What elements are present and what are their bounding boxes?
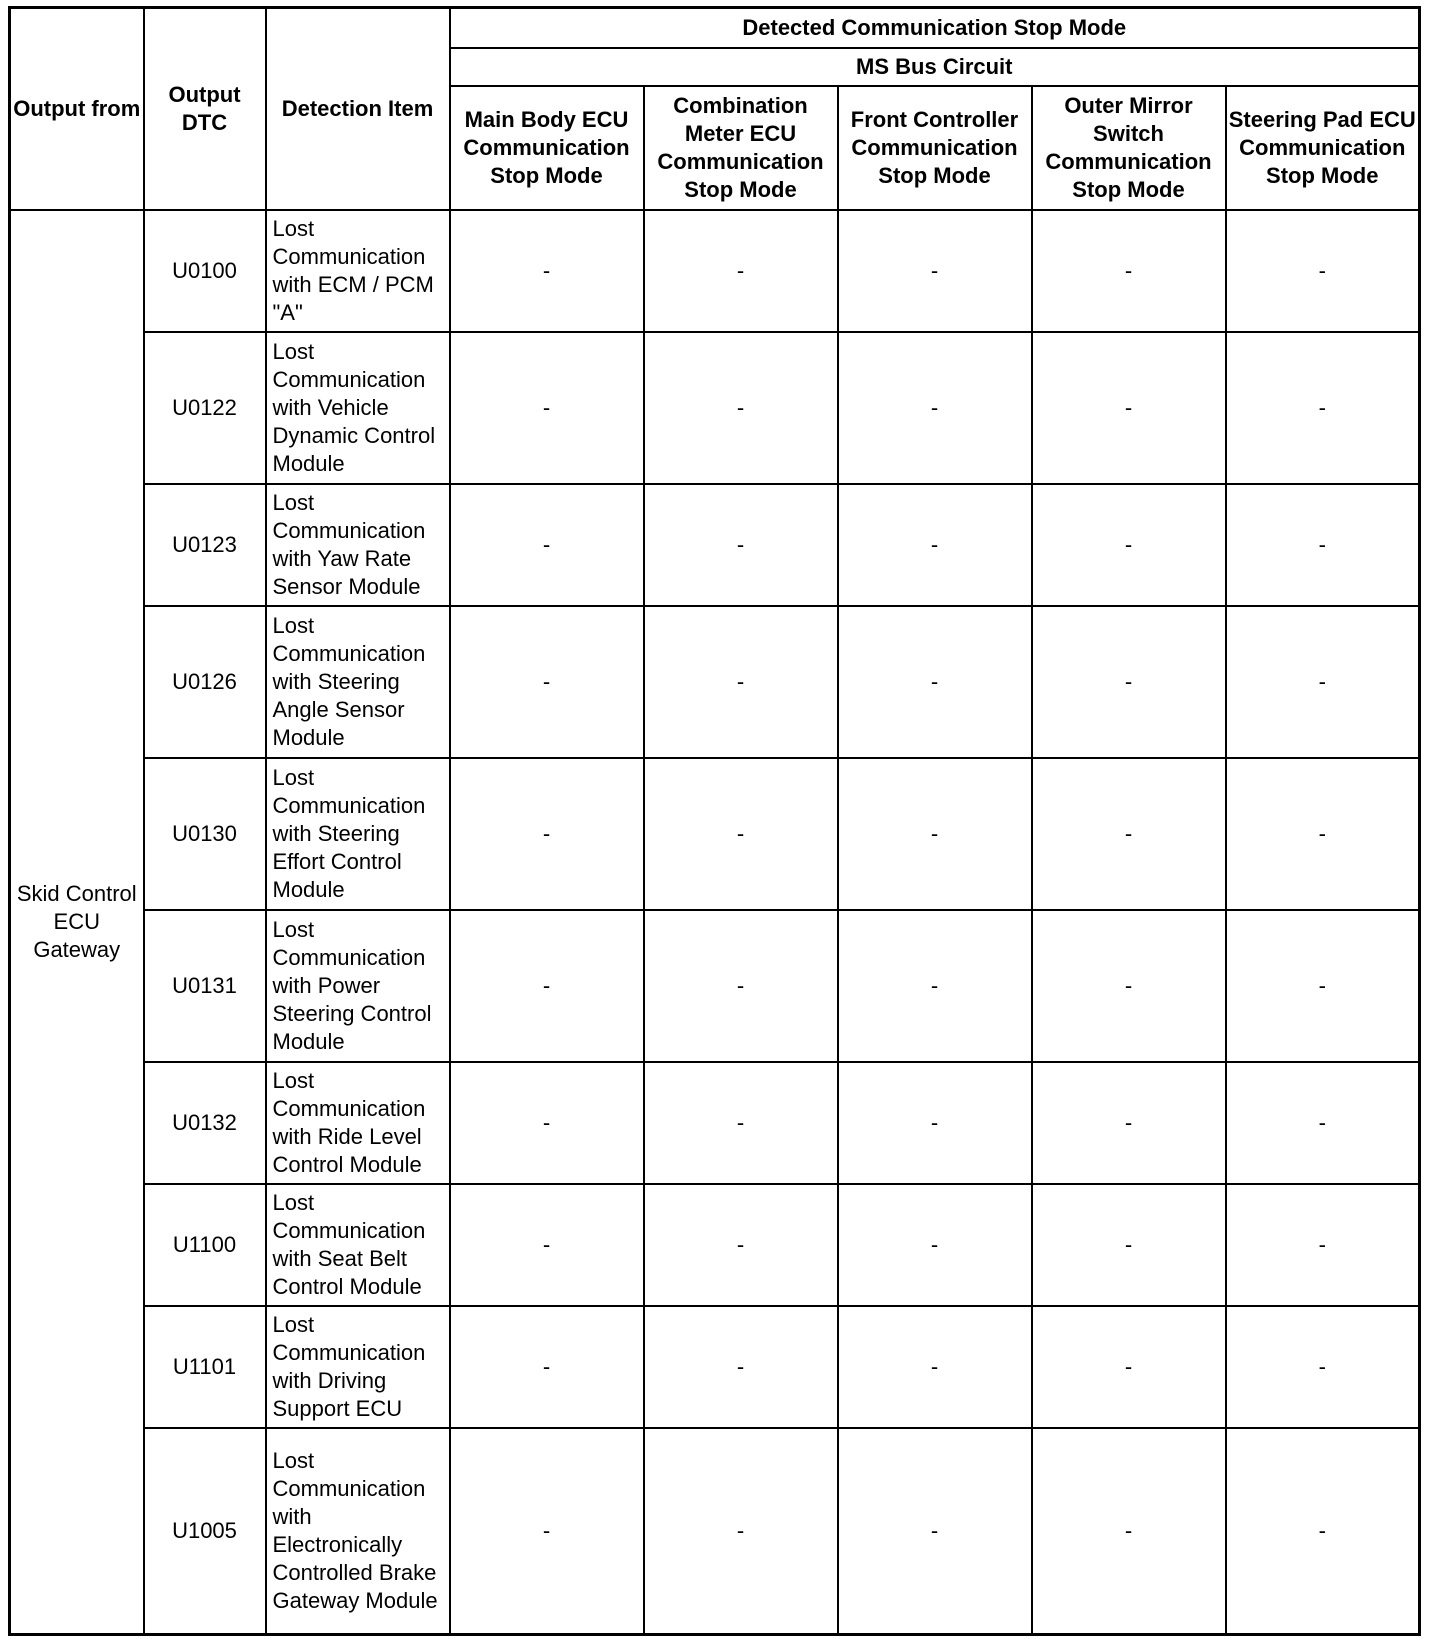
mode-value: - [1032, 1428, 1226, 1635]
table-row [10, 210, 1420, 332]
dtc-table [8, 6, 1421, 1636]
header-mode-front-controller: Front Controller Communication Stop Mode [838, 86, 1032, 210]
mode-value: - [838, 332, 1032, 484]
dtc-code: U0100 [144, 210, 266, 332]
mode-value: - [1032, 1306, 1226, 1428]
mode-value: - [644, 1184, 838, 1306]
mode-value: - [1226, 758, 1420, 910]
mode-value: - [838, 910, 1032, 1062]
header-output-dtc: Output DTC [144, 8, 266, 211]
detection-item: Lost Communication with Vehicle Dynamic Control Module [266, 332, 450, 484]
detection-item: Lost Communication with Power Steering Control Module [266, 910, 450, 1062]
mode-value: - [450, 210, 644, 332]
mode-value: - [644, 210, 838, 332]
mode-value: - [1226, 910, 1420, 1062]
mode-value: - [644, 758, 838, 910]
mode-value: - [1032, 484, 1226, 606]
mode-value: - [838, 1306, 1032, 1428]
mode-value: - [1032, 332, 1226, 484]
detection-item: Lost Communication with Driving Support ECU [266, 1306, 450, 1428]
table-row [10, 910, 1420, 1062]
mode-value: - [644, 606, 838, 758]
mode-value: - [838, 758, 1032, 910]
mode-value: - [1032, 910, 1226, 1062]
mode-value: - [450, 1062, 644, 1184]
mode-value: - [644, 1306, 838, 1428]
dtc-code: U0132 [144, 1062, 266, 1184]
dtc-code: U0123 [144, 484, 266, 606]
detection-item: Lost Communication with Ride Level Control Module [266, 1062, 450, 1184]
mode-value: - [450, 758, 644, 910]
mode-value: - [1226, 1184, 1420, 1306]
header-mode-steering-pad: Steering Pad ECU Communication Stop Mode [1226, 86, 1420, 210]
header-mode-combination-meter: Combination Meter ECU Communication Stop Mode [644, 86, 838, 210]
mode-value: - [1032, 210, 1226, 332]
mode-value: - [1032, 606, 1226, 758]
detection-item: Lost Communication with Electronically Controlled Brake Gateway Module [266, 1428, 450, 1635]
table-row [10, 332, 1420, 484]
mode-value: - [1032, 1184, 1226, 1306]
mode-value: - [1226, 1062, 1420, 1184]
mode-value: - [450, 606, 644, 758]
mode-value: - [644, 484, 838, 606]
mode-value: - [1226, 606, 1420, 758]
mode-value: - [450, 1428, 644, 1635]
dtc-code: U1005 [144, 1428, 266, 1635]
header-mode-outer-mirror: Outer Mirror Switch Communication Stop Mode [1032, 86, 1226, 210]
mode-value: - [1226, 484, 1420, 606]
mode-value: - [644, 1062, 838, 1184]
dtc-code: U0122 [144, 332, 266, 484]
detection-item: Lost Communication with Steering Angle Sensor Module [266, 606, 450, 758]
mode-value: - [450, 1306, 644, 1428]
mode-value: - [1032, 758, 1226, 910]
mode-value: - [1226, 332, 1420, 484]
mode-value: - [644, 910, 838, 1062]
detection-item: Lost Communication with ECM / PCM "A" [266, 210, 450, 332]
dtc-code: U0131 [144, 910, 266, 1062]
mode-value: - [644, 1428, 838, 1635]
table-row [10, 484, 1420, 606]
table-row [10, 1184, 1420, 1306]
header-detection-item: Detection Item [266, 8, 450, 211]
table-row [10, 758, 1420, 910]
mode-value: - [450, 332, 644, 484]
header-detected-mode: Detected Communication Stop Mode [450, 8, 1420, 49]
mode-value: - [450, 484, 644, 606]
mode-value: - [1032, 1062, 1226, 1184]
mode-value: - [1226, 210, 1420, 332]
dtc-code: U1100 [144, 1184, 266, 1306]
mode-value: - [1226, 1306, 1420, 1428]
dtc-code: U0126 [144, 606, 266, 758]
dtc-code: U0130 [144, 758, 266, 910]
header-bus-circuit: MS Bus Circuit [450, 48, 1420, 86]
mode-value: - [838, 484, 1032, 606]
detection-item: Lost Communication with Yaw Rate Sensor Module [266, 484, 450, 606]
table-row [10, 1428, 1420, 1635]
header-mode-main-body: Main Body ECU Communication Stop Mode [450, 86, 644, 210]
mode-value: - [450, 910, 644, 1062]
header-output-from: Output from [10, 8, 144, 211]
dtc-code: U1101 [144, 1306, 266, 1428]
mode-value: - [644, 332, 838, 484]
mode-value: - [838, 606, 1032, 758]
output-from-cell: Skid Control ECU Gateway [10, 210, 144, 1635]
mode-value: - [838, 1428, 1032, 1635]
mode-value: - [838, 1184, 1032, 1306]
table-row [10, 606, 1420, 758]
table-row [10, 1306, 1420, 1428]
detection-item: Lost Communication with Seat Belt Control Module [266, 1184, 450, 1306]
table-row [10, 1062, 1420, 1184]
detection-item: Lost Communication with Steering Effort Control Module [266, 758, 450, 910]
mode-value: - [838, 210, 1032, 332]
mode-value: - [838, 1062, 1032, 1184]
mode-value: - [1226, 1428, 1420, 1635]
dtc-table-container [8, 6, 1418, 1636]
mode-value: - [450, 1184, 644, 1306]
